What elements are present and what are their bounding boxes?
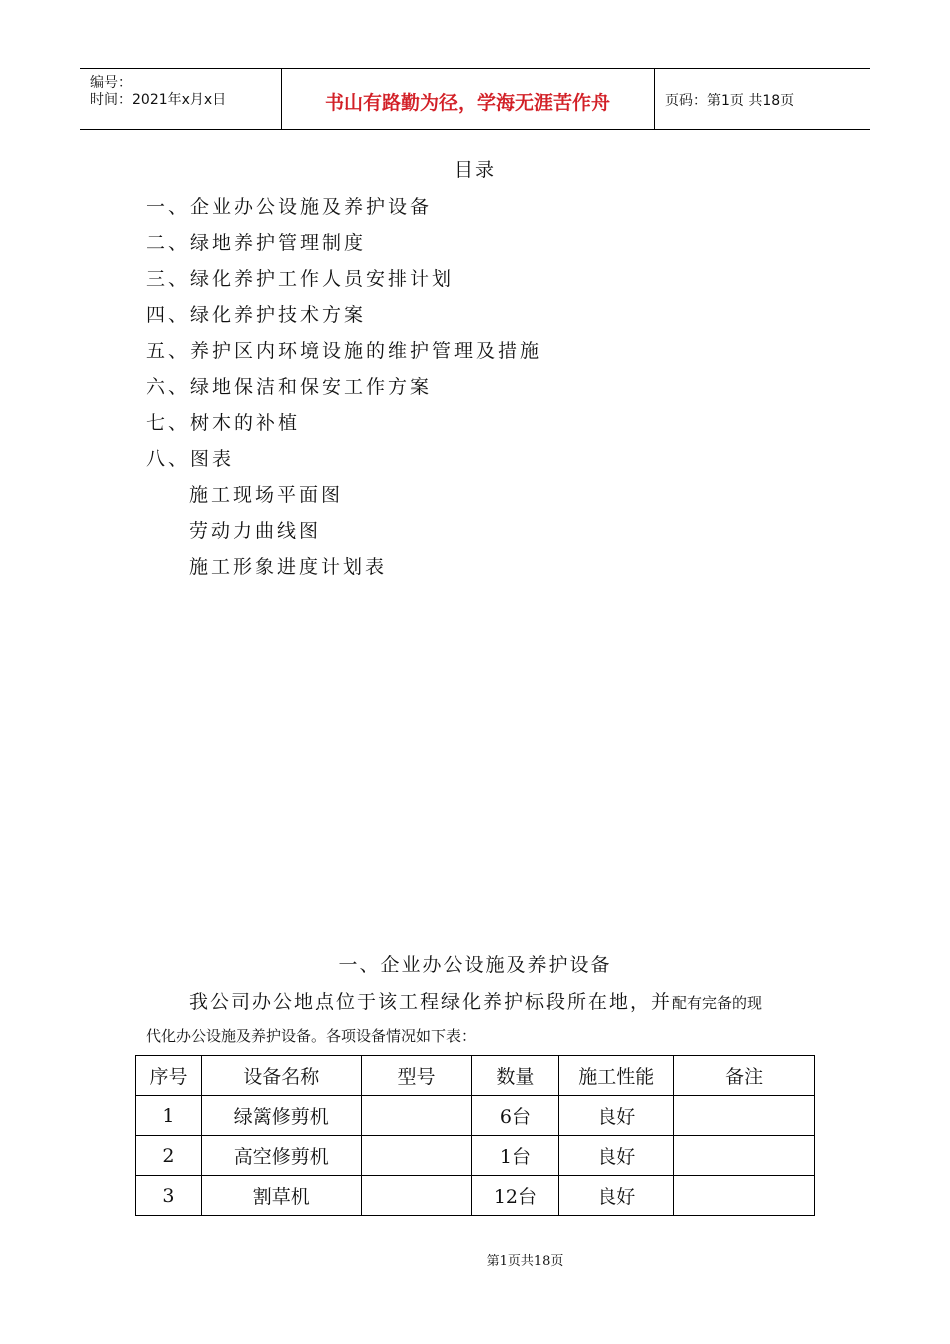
table-cell (674, 1136, 815, 1176)
page-header (80, 68, 870, 130)
page-info: 页码：第1页 共18页 (665, 93, 795, 109)
footer-page-number: 第1页共18页 (486, 1254, 564, 1269)
column-header: 设备名称 (201, 1056, 361, 1096)
column-header: 型号 (361, 1056, 472, 1096)
number-label: 编号： (90, 75, 132, 91)
table-cell: 1台 (472, 1136, 559, 1176)
table-row (136, 1176, 815, 1216)
toc-sub-item: 施工形象进度计划表 (189, 556, 388, 578)
table-cell (674, 1096, 815, 1136)
toc-sub-item: 劳动力曲线图 (189, 520, 322, 542)
toc-item: 五、养护区内环境设施的维护管理及措施 (146, 340, 543, 362)
table-cell: 良好 (559, 1096, 674, 1136)
table-cell: 6台 (472, 1096, 559, 1136)
table-cell: 高空修剪机 (201, 1136, 361, 1176)
toc-item: 二、绿地养护管理制度 (146, 232, 367, 254)
header-page-cell (655, 69, 870, 129)
intro-paragraph-line2: 代化办公设施及养护设备。各项设备情况如下表： (146, 1027, 477, 1045)
column-header: 序号 (136, 1056, 202, 1096)
toc-item: 一、企业办公设施及养护设备 (146, 196, 433, 218)
table-row (136, 1096, 815, 1136)
equipment-table (135, 1055, 815, 1216)
table-cell (674, 1176, 815, 1216)
table-cell: 良好 (559, 1136, 674, 1176)
toc-item: 四、绿化养护技术方案 (146, 304, 367, 326)
table-cell: 绿篱修剪机 (201, 1096, 361, 1136)
table-header-row (136, 1056, 815, 1096)
column-header: 数量 (472, 1056, 559, 1096)
toc-sub-item: 施工现场平面图 (189, 484, 344, 506)
toc-item: 七、树木的补植 (146, 412, 301, 434)
table-cell: 良好 (559, 1176, 674, 1216)
table-cell: 2 (136, 1136, 202, 1176)
table-row (136, 1136, 815, 1176)
toc-item: 六、绿地保洁和保安工作方案 (146, 376, 433, 398)
table-cell: 割草机 (201, 1176, 361, 1216)
table-cell: 1 (136, 1096, 202, 1136)
toc-title: 目录 (453, 159, 496, 181)
time-label: 时间：2021年x月x日 (90, 92, 227, 108)
column-header: 备注 (674, 1056, 815, 1096)
table-cell (361, 1096, 472, 1136)
toc-item: 三、绿化养护工作人员安排计划 (146, 268, 455, 290)
column-header: 施工性能 (559, 1056, 674, 1096)
header-motto-cell (281, 69, 655, 129)
table-cell (361, 1176, 472, 1216)
toc-item: 八、图表 (146, 448, 235, 470)
intro-text-large: 我公司办公地点位于该工程绿化养护标段所在地，并 (189, 991, 673, 1013)
section-title: 一、企业办公设施及养护设备 (338, 954, 612, 976)
header-left-cell (80, 69, 282, 129)
intro-paragraph-line1 (189, 987, 762, 1014)
table-cell: 12台 (472, 1176, 559, 1216)
intro-text-small: 配有完备的现 (672, 994, 763, 1012)
table-cell (361, 1136, 472, 1176)
page-footer (0, 1250, 950, 1269)
motto: 书山有路勤为径，学海无涯苦作舟 (324, 92, 610, 114)
table-cell: 3 (136, 1176, 202, 1216)
